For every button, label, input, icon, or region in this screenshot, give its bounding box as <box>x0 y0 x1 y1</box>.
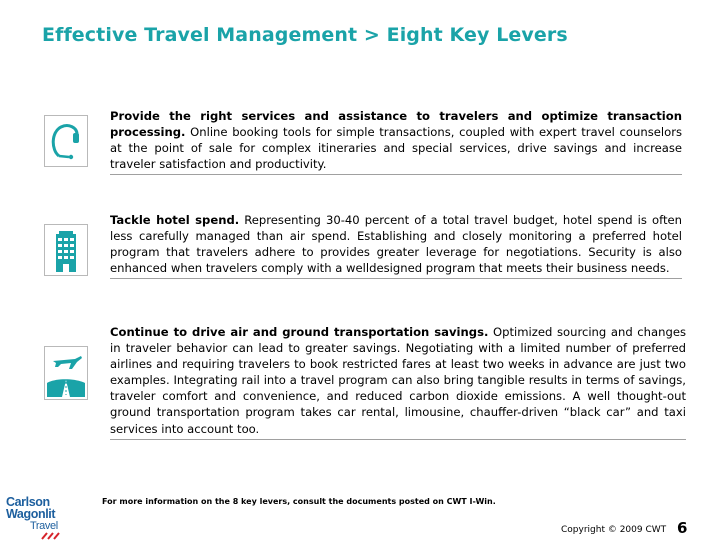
lever-1-body: Online booking tools for simple transactions, coupled with expert travel counselors at the point of sale for complex itineraries and special services, drive savings and increase traveler satisfaction and productivity. <box>110 125 682 172</box>
lever-2-body: Representing 30-40 percent of a total travel budget, hotel spend is often less carefully managed than air spend. Establishing and closely monitoring a preferred hotel program that travelers adhere to provides greater leverage for negotiations. Security is also enhanced when travelers comply with a welldesigned program that meets their business needs. <box>110 213 682 276</box>
footnote: For more information on the 8 key levers, consult the documents posted on CWT I-Win. <box>102 497 496 506</box>
logo-line-1: Carlson <box>6 495 50 509</box>
lever-3-body: Optimized sourcing and changes in traveler behavior can lead to greater savings. Negotiating with a limited number of preferred airlines and requiring travelers to book restricted fares at least two weeks in advance are just two examples. Integrating rail into a travel program can also bring tangible results in terms of savings, traveler comfort and convenience, and reduced carbon dioxide emissions. A well thought-out ground transportation program takes car rental, limousine, chauffer-driven “black car” and taxi services into account too. <box>110 325 686 436</box>
lever-2-text <box>110 212 682 279</box>
lever-2-lead: Tackle hotel spend. <box>110 213 240 227</box>
page-title: Effective Travel Management > Eight Key Levers <box>42 24 568 46</box>
lever-1-divider <box>110 174 682 175</box>
airplane-road-icon <box>44 346 88 400</box>
logo-line-2: Wagonlit <box>6 507 56 521</box>
page-number: 6 <box>677 519 688 537</box>
logo-line-3: Travel <box>30 520 58 532</box>
lever-3-divider <box>110 439 686 440</box>
carlson-wagonlit-travel-logo <box>6 496 66 542</box>
headset-icon <box>44 115 88 167</box>
lever-1-text <box>110 108 682 175</box>
lever-3-text <box>110 324 686 440</box>
logo-stripes-icon <box>40 532 62 540</box>
copyright-notice: Copyright © 2009 CWT <box>561 525 667 535</box>
hotel-building-icon <box>44 224 88 276</box>
lever-1-lead: Provide the right services and assistance to travelers and optimize transaction processing. <box>110 109 682 140</box>
lever-3-lead: Continue to drive air and ground transportation savings. <box>110 325 489 339</box>
lever-2-divider <box>110 278 682 279</box>
